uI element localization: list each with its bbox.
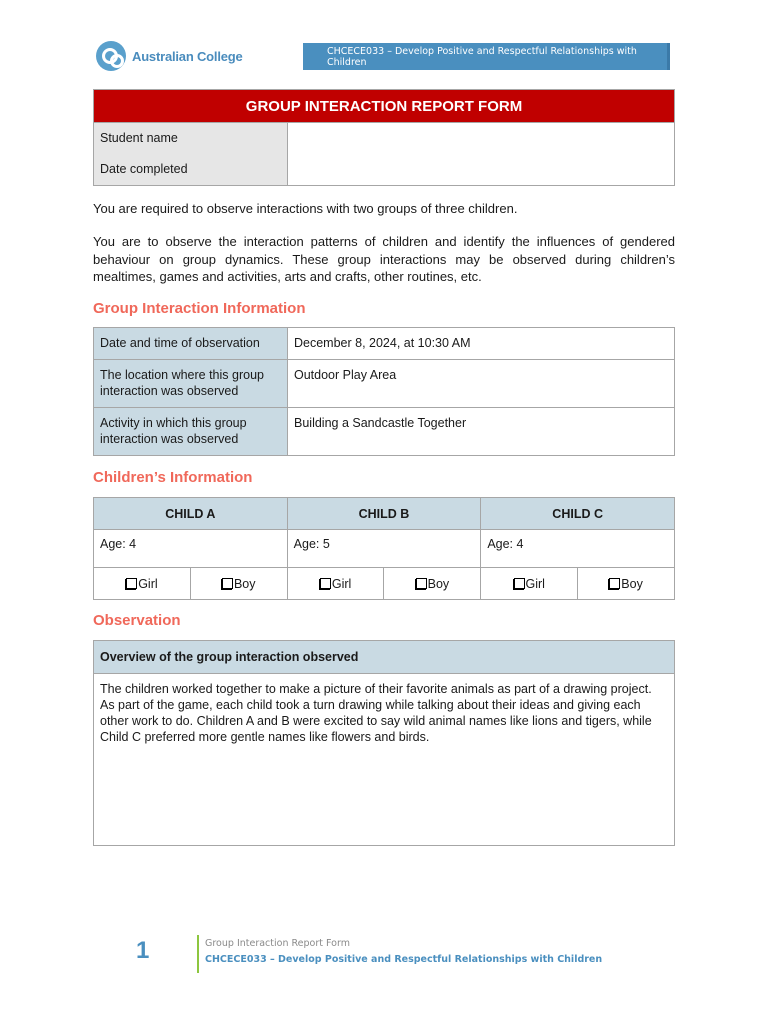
child-a-header: CHILD A (94, 498, 288, 530)
children-info-table (93, 497, 675, 600)
student-details-table (93, 122, 675, 186)
overview-text[interactable]: The children worked together to make a picture of their favorite animals as part of a drawing project. As part of the game, each child took a turn drawing while talking about their ideas and giving each other work to do. Children A and B were excited to say wild animal names like lions and tigers, while Child C preferred more gentle names like flowers and birds. (94, 674, 675, 846)
observation-heading: Observation (93, 612, 181, 629)
child-b-boy-label: Boy (427, 576, 450, 591)
location-value[interactable]: Outdoor Play Area (288, 360, 675, 408)
activity-label: Activity in which this group interaction was observed (94, 408, 288, 456)
college-logo (96, 40, 243, 72)
footer-unit: CHCECE033 – Develop Positive and Respectful Relationships with Children (205, 954, 603, 965)
form-title: GROUP INTERACTION REPORT FORM (93, 89, 675, 123)
footer-divider (197, 935, 199, 973)
child-a-boy-label: Boy (233, 576, 256, 591)
child-b-girl-label: Girl (331, 576, 352, 591)
child-a-boy-checkbox[interactable] (222, 578, 233, 589)
date-completed-field[interactable] (294, 154, 668, 185)
child-c-boy-checkbox[interactable] (609, 578, 620, 589)
activity-value[interactable]: Building a Sandcastle Together (288, 408, 675, 456)
overview-label: Overview of the group interaction observed (94, 641, 675, 674)
unit-banner: CHCECE033 – Develop Positive and Respectful Relationships with Children (303, 43, 670, 70)
child-a-girl-checkbox[interactable] (126, 578, 137, 589)
child-b-girl-checkbox[interactable] (320, 578, 331, 589)
child-a-age[interactable]: Age: 4 (94, 530, 288, 568)
child-c-boy-label: Boy (621, 576, 643, 591)
child-a-boy-option[interactable] (190, 568, 287, 600)
observation-datetime-value[interactable]: December 8, 2024, at 10:30 AM (288, 328, 675, 360)
observation-datetime-label: Date and time of observation (94, 328, 288, 360)
intro-paragraph-2: You are to observe the interaction patterns of children and identify the influences of gendered behaviour on group dynamics. These group interactions may be observed during children’s mealtimes, games and activities, arts and crafts, other routines, etc. (93, 234, 675, 284)
footer-doc-title: Group Interaction Report Form (205, 938, 350, 949)
child-c-header: CHILD C (481, 498, 675, 530)
child-c-girl-option[interactable] (481, 568, 578, 600)
child-b-boy-checkbox[interactable] (416, 578, 427, 589)
observation-table (93, 640, 675, 846)
logo-text: Australian College (132, 48, 243, 64)
children-info-heading: Children’s Information (93, 469, 253, 486)
child-c-girl-label: Girl (525, 576, 545, 591)
student-name-field[interactable] (294, 123, 668, 154)
student-labels-cell (94, 123, 288, 186)
date-completed-label: Date completed (100, 162, 188, 176)
intro-paragraph-1: You are required to observe interactions with two groups of three children. (93, 201, 518, 216)
group-info-heading: Group Interaction Information (93, 300, 306, 317)
child-b-girl-option[interactable] (287, 568, 384, 600)
group-info-table (93, 327, 675, 456)
child-b-age[interactable]: Age: 5 (287, 530, 481, 568)
child-a-girl-label: Girl (138, 576, 158, 591)
student-values-cell[interactable] (288, 123, 675, 186)
child-a-girl-option[interactable] (94, 568, 191, 600)
child-c-boy-option[interactable] (578, 568, 675, 600)
location-label: The location where this group interaction was observed (94, 360, 288, 408)
child-b-boy-option[interactable] (384, 568, 481, 600)
child-c-age[interactable]: Age: 4 (481, 530, 675, 568)
child-c-girl-checkbox[interactable] (514, 578, 525, 589)
student-name-label: Student name (100, 131, 178, 145)
college-logo-icon (96, 41, 126, 71)
page-number: 1 (136, 937, 150, 964)
child-b-header: CHILD B (287, 498, 481, 530)
